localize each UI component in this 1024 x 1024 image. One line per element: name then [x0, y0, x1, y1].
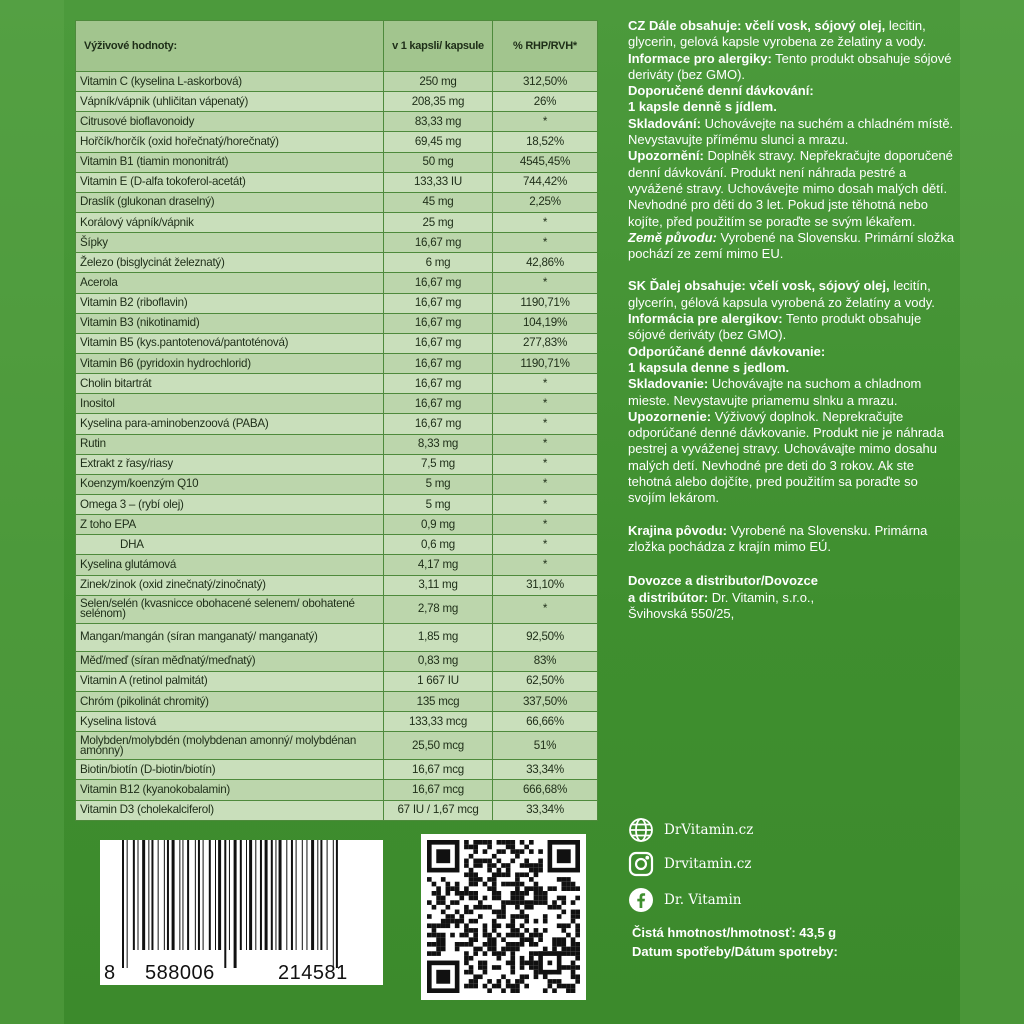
nutrient-rvh: *: [493, 273, 598, 293]
nutrient-amount: 5 mg: [384, 494, 493, 514]
nutrition-row: [76, 454, 598, 474]
nutrient-name: Vitamin E (D-alfa tokoferol-acetát): [76, 172, 384, 192]
barcode-right-group: 214581: [278, 962, 348, 984]
nutrient-rvh: 31,10%: [493, 575, 598, 595]
qr-code: [421, 834, 586, 1000]
nutrition-row: [76, 112, 598, 132]
cz-warning-text: Doplněk stravy. Nepřekračujte doporučené denní dávkování. Produkt není náhrada pestré a vyvážené stravy. Uchovávejte mimo dosah malých dětí. Nevhodné pro děti do 3 let. Pokud jste těhotná nebo kojíte, před použitím se poraďte se svým lékařem.: [628, 148, 953, 229]
cz-also-text: lecitin, glycerin, gelová kapsle vyrobena ze želatiny a vody.: [628, 18, 927, 50]
nutrition-row: [76, 760, 598, 780]
cz-block: [628, 18, 958, 262]
nutrient-name: Citrusové bioflavonoidy: [76, 112, 384, 132]
nutrient-rvh: *: [493, 374, 598, 394]
nutrient-amount: 1,85 mg: [384, 623, 493, 651]
nutrient-name: Mangan/mangán (síran manganatý/ manganatý): [76, 623, 384, 651]
nutrient-name: Vitamin B1 (tiamin mononitrát): [76, 152, 384, 172]
nutrient-amount: 8,33 mg: [384, 434, 493, 454]
nutrient-name: Měď/meď (síran měďnatý/meďnatý): [76, 651, 384, 671]
nutrition-header-row: [76, 21, 598, 72]
cz-storage-text: Uchovávejte na suchém a chladném místě. Nevystavujte přímému slunci a mrazu.: [628, 115, 954, 148]
nutrient-name: Z toho EPA: [76, 515, 384, 535]
nutrition-row: [76, 434, 598, 454]
sk-allergy-label: Informácia pre alergikov:: [628, 311, 783, 327]
sk-storage-label: Skladovanie:: [628, 376, 709, 392]
cz-storage-label: Skladování:: [628, 115, 701, 131]
nutrient-name: Omega 3 – (rybí olej): [76, 494, 384, 514]
nutrient-name: Inositol: [76, 394, 384, 414]
nutrient-amount: 4,17 mg: [384, 555, 493, 575]
nutrient-amount: 16,67 mg: [384, 313, 493, 333]
barcode: [100, 840, 383, 985]
nutrient-name: Cholin bitartrát: [76, 374, 384, 394]
nutrient-rvh: 51%: [493, 732, 598, 760]
sk-also-label: Ďalej obsahuje: včelí vosk, sójový olej,: [649, 278, 890, 294]
nutrient-amount: 250 mg: [384, 72, 493, 92]
nutrient-rvh: 104,19%: [493, 313, 598, 333]
distributor-text-1: Dr. Vitamin, s.r.o.,: [711, 589, 815, 605]
qr-code-modules: [427, 840, 580, 993]
barcode-bars: [122, 840, 378, 968]
cz-allergy-label: Informace pro alergiky:: [628, 50, 772, 66]
nutrient-name: Hořčík/horčík (oxid hořečnatý/horečnatý): [76, 132, 384, 152]
nutrition-row: [76, 414, 598, 434]
nutrient-rvh: 62,50%: [493, 671, 598, 691]
nutrient-amount: 16,67 mg: [384, 353, 493, 373]
contact-instagram-text: Drvitamin.cz: [664, 856, 752, 872]
nutrient-name: Vitamin B6 (pyridoxin hydrochlorid): [76, 353, 384, 373]
nutrition-row: [76, 555, 598, 575]
nutrient-amount: 67 IU / 1,67 mcg: [384, 800, 493, 821]
nutrient-amount: 50 mg: [384, 152, 493, 172]
nutrient-rvh: 92,50%: [493, 623, 598, 651]
nutrition-row: [76, 92, 598, 112]
nutrition-table-body: [76, 72, 598, 821]
cz-tag: CZ: [628, 18, 646, 33]
nutrient-amount: 1 667 IU: [384, 671, 493, 691]
nutrition-row: [76, 72, 598, 92]
nutrient-amount: 133,33 mcg: [384, 712, 493, 732]
nutrition-row: [76, 651, 598, 671]
nutrient-name: Koenzym/koenzým Q10: [76, 474, 384, 494]
nutrient-rvh: *: [493, 414, 598, 434]
nutrient-name: Vitamin A (retinol palmitát): [76, 671, 384, 691]
nutrition-row: [76, 394, 598, 414]
nutrition-table: [75, 20, 598, 821]
nutrient-rvh: 1190,71%: [493, 353, 598, 373]
nutrient-name: Rutin: [76, 434, 384, 454]
nutrient-rvh: *: [493, 112, 598, 132]
nutrient-amount: 16,67 mg: [384, 333, 493, 353]
nutrition-row: [76, 575, 598, 595]
nutrition-row: [76, 353, 598, 373]
nutrient-name: Vitamin D3 (cholekalciferol): [76, 800, 384, 821]
nutrient-name: Kyselina para-aminobenzoová (PABA): [76, 414, 384, 434]
nutrient-amount: 208,35 mg: [384, 92, 493, 112]
distributor-text-2: Švihovská 550/25,: [628, 605, 735, 621]
nutrient-rvh: 1190,71%: [493, 293, 598, 313]
cz-origin-text: Vyrobené na Slovensku. Primární složka pochází ze zemí mimo EU.: [628, 229, 955, 262]
nutrition-row: [76, 535, 598, 555]
nutrition-row: [76, 780, 598, 800]
contact-web[interactable]: [628, 817, 753, 843]
left-edge-shade: [0, 0, 64, 1024]
nutrient-name: DHA: [76, 535, 384, 555]
info-text-column: [628, 18, 958, 622]
nutrient-rvh: *: [493, 474, 598, 494]
sk-origin-block: [628, 523, 958, 556]
nutrient-rvh: 66,66%: [493, 712, 598, 732]
sk-origin-label: Krajina pôvodu:: [628, 522, 727, 538]
nutrient-amount: 16,67 mcg: [384, 780, 493, 800]
nutrient-name: Korálový vápník/vápnik: [76, 212, 384, 232]
nutrient-amount: 16,67 mcg: [384, 760, 493, 780]
nutrient-name: Železo (bisglycinát železnatý): [76, 253, 384, 273]
cz-dose-text: 1 kapsle denně s jídlem.: [628, 99, 777, 115]
nutrient-rvh: 33,34%: [493, 760, 598, 780]
contact-instagram[interactable]: [628, 851, 751, 877]
nutrient-rvh: 4545,45%: [493, 152, 598, 172]
nutrient-rvh: 277,83%: [493, 333, 598, 353]
nutrient-amount: 0,83 mg: [384, 651, 493, 671]
nutrient-rvh: 312,50%: [493, 72, 598, 92]
distributor-label-2: a distribútor:: [628, 589, 709, 605]
nutrient-rvh: *: [493, 454, 598, 474]
nutrient-rvh: 18,52%: [493, 132, 598, 152]
nutrient-name: Vitamin B2 (riboflavin): [76, 293, 384, 313]
nutrient-name: Zinek/zinok (oxid zinečnatý/zinočnatý): [76, 575, 384, 595]
net-weight: Čistá hmotnost/hmotnosť: 43,5 g: [632, 925, 837, 940]
nutrient-name: Vitamin B12 (kyanokobalamin): [76, 780, 384, 800]
nutrient-amount: 5 mg: [384, 474, 493, 494]
nutrient-name: Vitamin B5 (kys.pantotenová/pantoténová): [76, 333, 384, 353]
nutrient-amount: 16,67 mg: [384, 394, 493, 414]
nutrition-row: [76, 474, 598, 494]
nutrition-row: [76, 732, 598, 760]
nutrient-name: Šípky: [76, 233, 384, 253]
nutrient-rvh: 26%: [493, 92, 598, 112]
nutrition-row: [76, 273, 598, 293]
nutrient-amount: 83,33 mg: [384, 112, 493, 132]
sk-tag: SK: [628, 278, 647, 294]
nutrition-table-wrapper: [75, 20, 597, 821]
nutrient-rvh: *: [493, 535, 598, 555]
nutrient-name: Kyselina listová: [76, 712, 384, 732]
nutrient-rvh: *: [493, 212, 598, 232]
nutrient-rvh: 83%: [493, 651, 598, 671]
sk-storage-text: Uchovávajte na suchom a chladnom mieste. Nevystavujte priamemu slnku a mrazu.: [628, 376, 922, 408]
sk-dose-label: Odporúčané denné dávkovanie:: [628, 343, 826, 359]
cz-origin-label: Země původu:: [628, 229, 717, 245]
nutrient-name: Vitamin C (kyselina L-askorbová): [76, 72, 384, 92]
nutrition-row: [76, 212, 598, 232]
nutrient-rvh: 42,86%: [493, 253, 598, 273]
cz-also-label: Dále obsahuje: včelí vosk, sójový olej,: [648, 18, 886, 33]
nutrition-row: [76, 132, 598, 152]
nutrient-amount: 16,67 mg: [384, 233, 493, 253]
nutrient-name: Biotin/biotín (D-biotin/biotín): [76, 760, 384, 780]
nutrition-row: [76, 494, 598, 514]
nutrient-name: Acerola: [76, 273, 384, 293]
nutrient-rvh: *: [493, 394, 598, 414]
nutrition-row: [76, 374, 598, 394]
nutrition-row: [76, 800, 598, 821]
instagram-icon: [628, 851, 654, 877]
nutrient-rvh: *: [493, 494, 598, 514]
nutrient-name: Kyselina glutámová: [76, 555, 384, 575]
nutrient-rvh: 33,34%: [493, 800, 598, 821]
nutrition-row: [76, 515, 598, 535]
nutrient-rvh: *: [493, 555, 598, 575]
expiry-date-label: Datum spotřeby/Dátum spotreby:: [632, 944, 838, 959]
nutrient-name: Vápník/vápnik (uhličitan vápenatý): [76, 92, 384, 112]
nutrition-row: [76, 233, 598, 253]
nutrient-amount: 69,45 mg: [384, 132, 493, 152]
right-edge-shade: [960, 0, 1024, 1024]
nutrition-row: [76, 313, 598, 333]
sk-warning-text: Výživový doplnok. Neprekračujte odporúčané denné dávkovanie. Produkt nie je náhrada pestrej a vyváženej stravy. Uchovávajte mimo dosahu malých detí. Nevhodné pre deti do 3 rokov. Ak ste tehotná alebo dojčíte, pred použitím sa poraďte so svojím lekárom.: [628, 408, 944, 506]
facebook-icon: [628, 887, 654, 913]
nutrition-row: [76, 253, 598, 273]
sk-block: [628, 278, 958, 506]
nutrient-name: Draslík (glukonan draselný): [76, 192, 384, 212]
nutrition-row: [76, 152, 598, 172]
nutrient-amount: 16,67 mg: [384, 273, 493, 293]
nutrient-rvh: *: [493, 233, 598, 253]
header-nutrient: Výživové hodnoty:: [76, 21, 384, 72]
nutrient-rvh: 2,25%: [493, 192, 598, 212]
nutrition-row: [76, 595, 598, 623]
distributor-label-1: Dovozce a distributor/Dovozce: [628, 573, 818, 589]
nutrition-row: [76, 293, 598, 313]
nutrition-row: [76, 691, 598, 711]
sk-also-text: lecitín, glycerín, gélová kapsula vyrobená zo želatíny a vody.: [628, 278, 935, 310]
nutrient-amount: 16,67 mg: [384, 293, 493, 313]
nutrition-row: [76, 172, 598, 192]
nutrient-amount: 16,67 mg: [384, 414, 493, 434]
cz-allergy-text: Tento produkt obsahuje sójové deriváty (bez GMO).: [628, 50, 952, 82]
header-per-capsule: v 1 kapsli/ kapsule: [384, 21, 493, 72]
nutrient-rvh: *: [493, 434, 598, 454]
sk-origin-text: Vyrobené na Slovensku. Primárna zložka pochádza z krajín mimo EÚ.: [628, 522, 928, 554]
nutrition-row: [76, 671, 598, 691]
nutrient-amount: 45 mg: [384, 192, 493, 212]
cz-warning-label: Upozornění:: [628, 148, 704, 164]
nutrient-name: Selen/selén (kvasnicce obohacené selenem/ obohatené selénom): [76, 595, 384, 623]
nutrient-amount: 2,78 mg: [384, 595, 493, 623]
header-rvh: % RHP/RVH*: [493, 21, 598, 72]
nutrient-rvh: 666,68%: [493, 780, 598, 800]
cz-dose-label: Doporučené denní dávkování:: [628, 83, 814, 99]
nutrient-amount: 25 mg: [384, 212, 493, 232]
nutrient-rvh: *: [493, 515, 598, 535]
contact-web-text: DrVitamin.cz: [664, 822, 754, 838]
nutrient-name: Chróm (pikolinát chromitý): [76, 691, 384, 711]
nutrient-rvh: 744,42%: [493, 172, 598, 192]
distributor-block: [628, 573, 958, 622]
nutrient-rvh: 337,50%: [493, 691, 598, 711]
nutrition-row: [76, 333, 598, 353]
nutrient-amount: 25,50 mcg: [384, 732, 493, 760]
contact-facebook[interactable]: [628, 887, 742, 913]
globe-icon: [628, 817, 654, 843]
nutrient-name: Molybden/molybdén (molybdenan amonný/ molybdénan amónny): [76, 732, 384, 760]
nutrient-amount: 0,6 mg: [384, 535, 493, 555]
nutrient-amount: 135 mcg: [384, 691, 493, 711]
contact-facebook-text: Dr. Vitamin: [664, 892, 742, 908]
nutrition-row: [76, 712, 598, 732]
nutrient-name: Extrakt z řasy/riasy: [76, 454, 384, 474]
nutrition-row: [76, 192, 598, 212]
nutrient-amount: 3,11 mg: [384, 575, 493, 595]
barcode-left-group: 588006: [145, 962, 215, 984]
nutrient-rvh: *: [493, 595, 598, 623]
nutrition-row: [76, 623, 598, 651]
nutrient-amount: 6 mg: [384, 253, 493, 273]
sk-warning-label: Upozornenie:: [628, 408, 712, 424]
nutrient-name: Vitamin B3 (nikotinamid): [76, 313, 384, 333]
sk-allergy-text: Tento produkt obsahuje sójové deriváty (bez GMO).: [628, 311, 922, 343]
nutrient-amount: 0,9 mg: [384, 515, 493, 535]
nutrient-amount: 133,33 IU: [384, 172, 493, 192]
barcode-first-digit: 8: [104, 962, 116, 984]
sk-dose-text: 1 kapsula denne s jedlom.: [628, 359, 790, 375]
nutrient-amount: 16,67 mg: [384, 374, 493, 394]
nutrient-amount: 7,5 mg: [384, 454, 493, 474]
